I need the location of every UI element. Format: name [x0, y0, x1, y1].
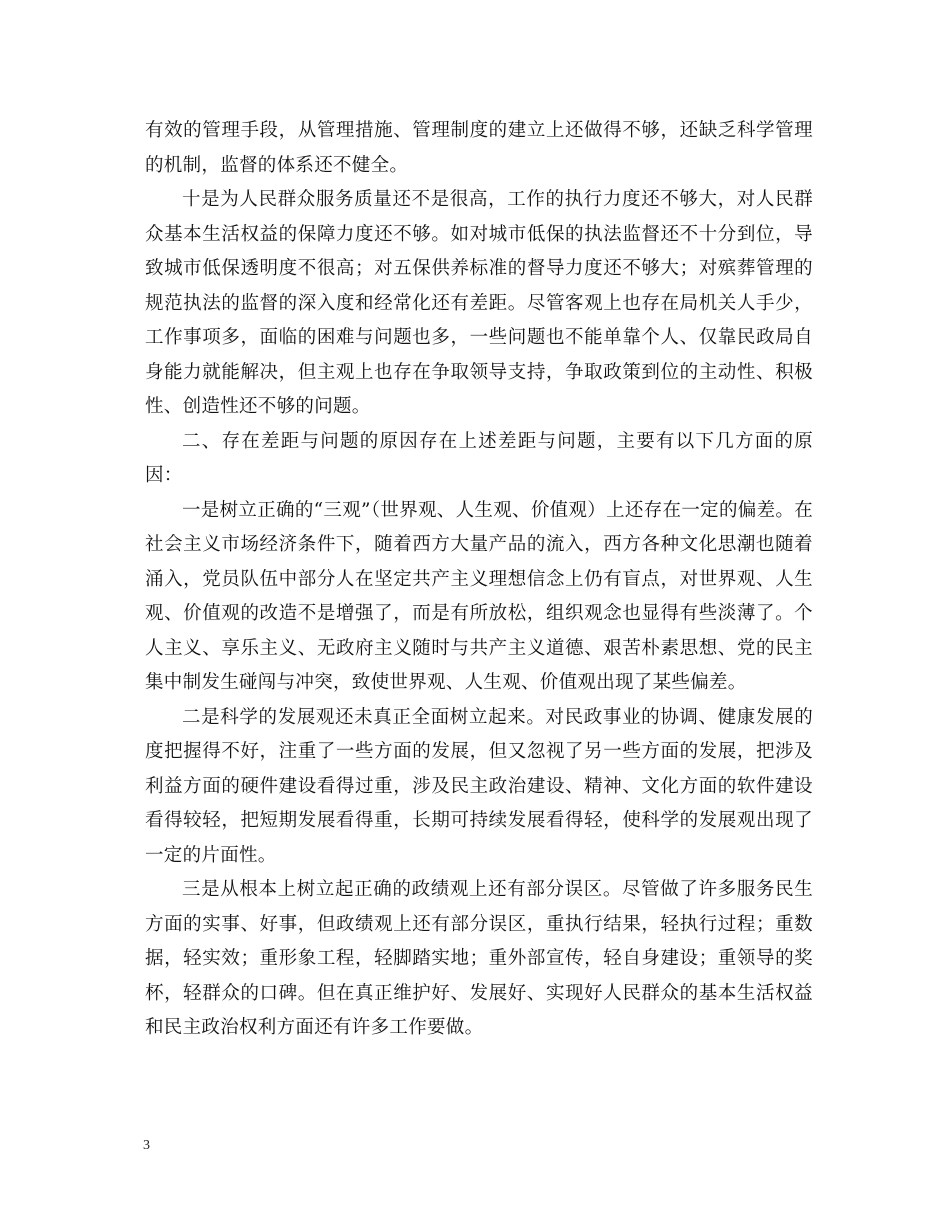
paragraph-3: 二、存在差距与问题的原因存在上述差距与问题，主要有以下几方面的原因：	[145, 430, 813, 486]
page-number: 3	[143, 1138, 150, 1153]
document-body	[145, 114, 813, 1046]
paragraph-2: 十是为人民群众服务质量还不是很高，工作的执行力度还不够大，对人民群众基本生活权益的保障力度还不够。如对城市低保的执法监督还不十分到位，导致城市低保透明度不很高；对五保供养标准的督导力度还不够大；对殡葬管理的规范执法的监督的深入度和经常化还有差距。尽管客观上也存在局机关人手少，工作事项多，面临的困难与问题也多，一些问题也不能单靠个人、仅靠民政局自身能力就能解决，但主观上也存在争取领导支持，争取政策到位的主动性、积极性、创造性还不够的问题。	[145, 189, 813, 417]
paragraph-4: 一是树立正确的“三观”（世界观、人生观、价值观）上还存在一定的偏差。在社会主义市场经济条件下，随着西方大量产品的流入，西方各种文化思潮也随着涌入，党员队伍中部分人在坚定共产主义理想信念上仍有盲点，对世界观、人生观、价值观的改造不是增强了，而是有所放松，组织观念也显得有些淡薄了。个人主义、享乐主义、无政府主义随时与共产主义道德、艰苦朴素思想、党的民主集中制发生碰闯与冲突，致使世界观、人生观、价值观出现了某些偏差。	[145, 499, 813, 693]
paragraph-1: 有效的管理手段，从管理措施、管理制度的建立上还做得不够，还缺乏科学管理的机制，监督的体系还不健全。	[145, 120, 813, 176]
paragraph-5: 二是科学的发展观还未真正全面树立起来。对民政事业的协调、健康发展的度把握得不好，注重了一些方面的发展，但又忽视了另一些方面的发展，把涉及利益方面的硬件建设看得过重，涉及民主政治建设、精神、文化方面的软件建设看得较轻，把短期发展看得重，长期可持续发展看得轻，使科学的发展观出现了一定的片面性。	[145, 706, 813, 866]
paragraph-6: 三是从根本上树立起正确的政绩观上还有部分误区。尽管做了许多服务民生方面的实事、好事，但政绩观上还有部分误区，重执行结果，轻执行过程；重数据，轻实效；重形象工程，轻脚踏实地；重外部宣传，轻自身建设；重领导的奖杯，轻群众的口碑。但在真正维护好、发展好、实现好人民群众的基本生活权益和民主政治权利方面还有许多工作要做。	[145, 879, 813, 1038]
